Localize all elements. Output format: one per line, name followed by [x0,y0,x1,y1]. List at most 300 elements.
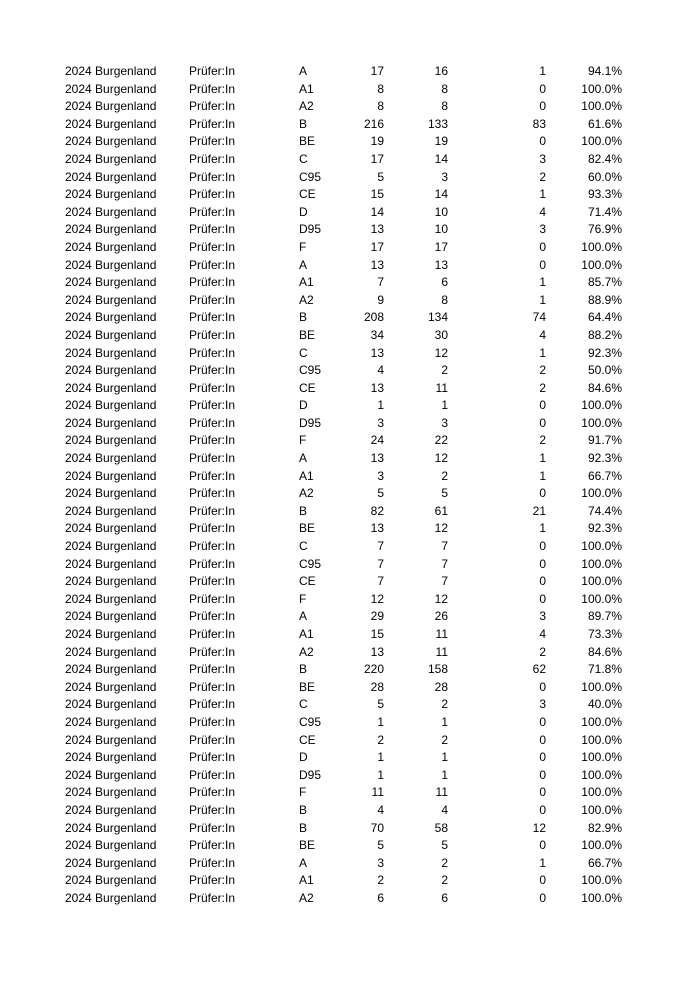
passed-count-cell: 2 [441,873,448,888]
total-count-cell: 13 [370,644,384,659]
table-row [0,292,700,310]
year-region-cell: 2024 Burgenland [65,468,157,483]
passed-count-cell: 3 [441,415,448,430]
license-class-cell: C [299,697,308,712]
passed-count-cell: 19 [434,134,448,149]
failed-count-cell: 0 [539,873,546,888]
year-region-cell: 2024 Burgenland [65,134,157,149]
failed-count-cell: 1 [539,468,546,483]
passed-count-cell: 58 [434,820,448,835]
year-region-cell: 2024 Burgenland [65,292,157,307]
role-cell: Prüfer:In [189,785,236,800]
year-region-cell: 2024 Burgenland [65,398,157,413]
total-count-cell: 4 [377,363,384,378]
pass-rate-cell: 74.4% [587,503,622,518]
pass-rate-cell: 84.6% [587,380,622,395]
pass-rate-cell: 100.0% [581,890,622,905]
passed-count-cell: 11 [435,627,448,641]
table-row [0,837,700,855]
role-cell: Prüfer:In [189,539,236,554]
year-region-cell: 2024 Burgenland [65,521,157,536]
license-class-cell: A1 [299,81,314,96]
license-class-cell: A [299,257,308,272]
pass-rate-cell: 82.9% [587,820,622,835]
passed-count-cell: 10 [434,222,448,237]
table-row [0,133,700,151]
failed-count-cell: 0 [539,239,546,254]
year-region-cell: 2024 Burgenland [65,873,157,888]
pass-rate-cell: 100.0% [581,134,622,149]
passed-count-cell: 7 [441,556,448,571]
pass-rate-cell: 40.0% [587,697,622,712]
year-region-cell: 2024 Burgenland [65,556,157,571]
role-cell: Prüfer:In [189,855,236,870]
passed-count-cell: 12 [434,591,448,606]
pass-rate-cell: 100.0% [581,750,622,765]
failed-count-cell: 0 [539,486,546,501]
total-count-cell: 15 [370,627,384,641]
license-class-cell: F [299,239,307,254]
table-row [0,802,700,820]
total-count-cell: 17 [370,151,384,166]
role-cell: Prüfer:In [189,292,236,307]
failed-count-cell: 3 [539,697,546,712]
pass-rate-cell: 64.4% [587,310,622,325]
role-cell: Prüfer:In [189,134,236,149]
role-cell: Prüfer:In [189,556,236,571]
table-row [0,345,700,363]
year-region-cell: 2024 Burgenland [65,222,157,237]
year-region-cell: 2024 Burgenland [65,257,157,272]
role-cell: Prüfer:In [189,591,236,606]
failed-count-cell: 4 [539,327,546,342]
failed-count-cell: 21 [532,503,546,518]
year-region-cell: 2024 Burgenland [65,644,157,659]
year-region-cell: 2024 Burgenland [65,591,157,606]
role-cell: Prüfer:In [189,415,236,430]
year-region-cell: 2024 Burgenland [65,327,157,342]
pass-rate-cell: 92.3% [587,345,622,360]
pass-rate-cell: 100.0% [581,785,622,800]
pass-rate-cell: 60.0% [587,169,622,184]
license-class-cell: C95 [299,556,322,571]
license-class-cell: C [299,345,308,360]
license-class-cell: A [299,451,308,466]
passed-count-cell: 6 [441,890,448,905]
table-row [0,468,700,486]
year-region-cell: 2024 Burgenland [65,855,157,870]
total-count-cell: 13 [370,380,384,395]
passed-count-cell: 13 [434,257,448,272]
total-count-cell: 13 [370,345,384,360]
role-cell: Prüfer:In [189,380,236,395]
pass-rate-cell: 100.0% [581,539,622,554]
role-cell: Prüfer:In [189,820,236,835]
role-cell: Prüfer:In [189,363,236,378]
pass-rate-cell: 84.6% [587,644,622,659]
failed-count-cell: 3 [539,222,546,237]
pass-rate-cell: 100.0% [581,99,622,114]
passed-count-cell: 12 [434,345,448,360]
total-count-cell: 13 [370,451,384,466]
license-class-cell: B [299,503,308,518]
role-cell: Prüfer:In [189,873,236,888]
pass-rate-cell: 50.0% [587,363,622,378]
year-region-cell: 2024 Burgenland [65,627,157,641]
pass-rate-cell: 100.0% [581,81,622,96]
year-region-cell: 2024 Burgenland [65,204,157,219]
pass-rate-cell: 100.0% [581,415,622,430]
pass-rate-cell: 100.0% [581,802,622,817]
pass-rate-cell: 100.0% [581,838,622,853]
passed-count-cell: 7 [441,574,448,589]
role-cell: Prüfer:In [189,81,236,96]
license-class-cell: A [299,64,308,78]
total-count-cell: 9 [377,292,384,307]
passed-count-cell: 5 [441,838,448,853]
total-count-cell: 13 [370,521,384,536]
role-cell: Prüfer:In [189,433,236,448]
failed-count-cell: 62 [532,662,546,677]
passed-count-cell: 133 [427,116,448,131]
passed-count-cell: 7 [441,539,448,554]
year-region-cell: 2024 Burgenland [65,732,157,747]
role-cell: Prüfer:In [189,644,236,659]
table-row [0,820,700,838]
total-count-cell: 1 [377,398,384,413]
table-row [0,151,700,169]
total-count-cell: 13 [370,222,384,237]
pass-rate-cell: 100.0% [581,591,622,606]
year-region-cell: 2024 Burgenland [65,81,157,96]
table-row [0,116,700,134]
table-row [0,855,700,873]
license-class-cell: F [299,785,307,800]
license-class-cell: A2 [299,644,314,659]
license-class-cell: B [299,820,308,835]
total-count-cell: 17 [370,64,384,78]
table-row [0,626,700,644]
license-class-cell: A1 [299,627,314,641]
year-region-cell: 2024 Burgenland [65,99,157,114]
total-count-cell: 7 [377,574,384,589]
license-class-cell: BE [299,838,316,853]
pass-rate-cell: 66.7% [587,855,622,870]
passed-count-cell: 12 [434,451,448,466]
role-cell: Prüfer:In [189,767,236,782]
failed-count-cell: 0 [539,574,546,589]
table-row [0,608,700,626]
failed-count-cell: 0 [539,415,546,430]
total-count-cell: 15 [370,187,384,202]
role-cell: Prüfer:In [189,169,236,184]
role-cell: Prüfer:In [189,116,236,131]
failed-count-cell: 0 [539,591,546,606]
failed-count-cell: 4 [539,627,546,641]
year-region-cell: 2024 Burgenland [65,574,157,589]
license-class-cell: D95 [299,222,322,237]
license-class-cell: D [299,204,308,219]
license-class-cell: CE [299,732,316,747]
failed-count-cell: 0 [539,838,546,853]
total-count-cell: 3 [377,855,384,870]
license-class-cell: CE [299,380,316,395]
role-cell: Prüfer:In [189,574,236,589]
failed-count-cell: 0 [539,750,546,765]
passed-count-cell: 22 [434,433,448,448]
failed-count-cell: 4 [539,204,546,219]
license-class-cell: CE [299,187,316,202]
license-class-cell: A [299,609,308,624]
role-cell: Prüfer:In [189,345,236,360]
year-region-cell: 2024 Burgenland [65,503,157,518]
year-region-cell: 2024 Burgenland [65,750,157,765]
passed-count-cell: 61 [434,503,448,518]
total-count-cell: 3 [377,415,384,430]
table-row [0,204,700,222]
data-table [0,63,700,908]
pass-rate-cell: 100.0% [581,398,622,413]
passed-count-cell: 2 [441,468,448,483]
role-cell: Prüfer:In [189,627,236,641]
year-region-cell: 2024 Burgenland [65,363,157,378]
table-row [0,415,700,433]
role-cell: Prüfer:In [189,732,236,747]
year-region-cell: 2024 Burgenland [65,380,157,395]
failed-count-cell: 1 [539,521,546,536]
year-region-cell: 2024 Burgenland [65,820,157,835]
license-class-cell: C95 [299,363,322,378]
pass-rate-cell: 100.0% [581,574,622,589]
license-class-cell: BE [299,521,316,536]
table-row [0,679,700,697]
year-region-cell: 2024 Burgenland [65,767,157,782]
year-region-cell: 2024 Burgenland [65,679,157,694]
failed-count-cell: 3 [539,609,546,624]
role-cell: Prüfer:In [189,222,236,237]
pass-rate-cell: 76.9% [587,222,622,237]
table-row [0,81,700,99]
total-count-cell: 216 [363,116,384,131]
failed-count-cell: 2 [539,363,546,378]
total-count-cell: 5 [377,486,384,501]
total-count-cell: 70 [370,820,384,835]
year-region-cell: 2024 Burgenland [65,838,157,853]
total-count-cell: 7 [377,275,384,290]
role-cell: Prüfer:In [189,838,236,853]
table-row [0,714,700,732]
table-row [0,397,700,415]
failed-count-cell: 1 [539,64,546,78]
failed-count-cell: 74 [532,310,546,325]
year-region-cell: 2024 Burgenland [65,275,157,290]
failed-count-cell: 0 [539,257,546,272]
pass-rate-cell: 100.0% [581,732,622,747]
pass-rate-cell: 92.3% [587,521,622,536]
passed-count-cell: 14 [434,187,448,202]
year-region-cell: 2024 Burgenland [65,345,157,360]
license-class-cell: C95 [299,714,322,729]
failed-count-cell: 2 [539,169,546,184]
role-cell: Prüfer:In [189,609,236,624]
total-count-cell: 1 [377,767,384,782]
year-region-cell: 2024 Burgenland [65,433,157,448]
role-cell: Prüfer:In [189,750,236,765]
passed-count-cell: 14 [434,151,448,166]
table-row [0,556,700,574]
license-class-cell: D95 [299,767,322,782]
total-count-cell: 28 [370,679,384,694]
year-region-cell: 2024 Burgenland [65,697,157,712]
license-class-cell: A2 [299,292,314,307]
license-class-cell: A2 [299,890,314,905]
failed-count-cell: 2 [539,433,546,448]
table-row [0,327,700,345]
license-class-cell: A1 [299,275,314,290]
passed-count-cell: 11 [435,644,448,659]
passed-count-cell: 26 [434,609,448,624]
license-class-cell: BE [299,679,316,694]
year-region-cell: 2024 Burgenland [65,714,157,729]
table-row [0,221,700,239]
passed-count-cell: 6 [441,275,448,290]
role-cell: Prüfer:In [189,679,236,694]
license-class-cell: BE [299,134,316,149]
pass-rate-cell: 100.0% [581,714,622,729]
passed-count-cell: 11 [435,785,448,800]
failed-count-cell: 0 [539,890,546,905]
total-count-cell: 13 [370,257,384,272]
pass-rate-cell: 61.6% [587,116,622,131]
license-class-cell: F [299,433,307,448]
license-class-cell: B [299,662,308,677]
passed-count-cell: 8 [441,292,448,307]
failed-count-cell: 0 [539,767,546,782]
pass-rate-cell: 88.2% [587,327,622,342]
table-row [0,767,700,785]
passed-count-cell: 1 [441,767,448,782]
total-count-cell: 8 [377,99,384,114]
pass-rate-cell: 88.9% [587,292,622,307]
license-class-cell: A2 [299,99,314,114]
failed-count-cell: 0 [539,732,546,747]
total-count-cell: 17 [370,239,384,254]
passed-count-cell: 16 [434,64,448,78]
table-row [0,239,700,257]
failed-count-cell: 83 [532,116,546,131]
year-region-cell: 2024 Burgenland [65,609,157,624]
total-count-cell: 220 [363,662,384,677]
total-count-cell: 11 [371,785,384,800]
failed-count-cell: 2 [539,644,546,659]
table-row [0,520,700,538]
failed-count-cell: 0 [539,679,546,694]
license-class-cell: B [299,116,308,131]
license-class-cell: A2 [299,486,314,501]
table-row [0,485,700,503]
failed-count-cell: 1 [539,275,546,290]
table-row [0,186,700,204]
year-region-cell: 2024 Burgenland [65,310,157,325]
total-count-cell: 3 [377,468,384,483]
passed-count-cell: 1 [441,750,448,765]
role-cell: Prüfer:In [189,187,236,202]
year-region-cell: 2024 Burgenland [65,785,157,800]
license-class-cell: C95 [299,169,322,184]
failed-count-cell: 0 [539,99,546,114]
year-region-cell: 2024 Burgenland [65,662,157,677]
passed-count-cell: 1 [441,714,448,729]
table-row [0,380,700,398]
pass-rate-cell: 100.0% [581,767,622,782]
passed-count-cell: 2 [441,732,448,747]
passed-count-cell: 8 [441,99,448,114]
license-class-cell: CE [299,574,316,589]
failed-count-cell: 1 [539,451,546,466]
table-row [0,573,700,591]
total-count-cell: 82 [370,503,384,518]
total-count-cell: 5 [377,169,384,184]
pass-rate-cell: 71.8% [587,662,622,677]
license-class-cell: C [299,539,308,554]
total-count-cell: 14 [370,204,384,219]
passed-count-cell: 28 [434,679,448,694]
failed-count-cell: 1 [539,345,546,360]
failed-count-cell: 0 [539,539,546,554]
year-region-cell: 2024 Burgenland [65,169,157,184]
pass-rate-cell: 100.0% [581,486,622,501]
role-cell: Prüfer:In [189,890,236,905]
passed-count-cell: 10 [434,204,448,219]
total-count-cell: 34 [370,327,384,342]
year-region-cell: 2024 Burgenland [65,890,157,905]
passed-count-cell: 17 [434,239,448,254]
role-cell: Prüfer:In [189,151,236,166]
passed-count-cell: 134 [427,310,448,325]
role-cell: Prüfer:In [189,275,236,290]
total-count-cell: 2 [377,732,384,747]
role-cell: Prüfer:In [189,802,236,817]
table-row [0,450,700,468]
pass-rate-cell: 66.7% [587,468,622,483]
year-region-cell: 2024 Burgenland [65,151,157,166]
license-class-cell: D95 [299,415,322,430]
pass-rate-cell: 82.4% [587,151,622,166]
license-class-cell: B [299,802,308,817]
pass-rate-cell: 100.0% [581,556,622,571]
passed-count-cell: 11 [435,380,448,395]
total-count-cell: 7 [377,556,384,571]
total-count-cell: 7 [377,539,384,554]
year-region-cell: 2024 Burgenland [65,539,157,554]
total-count-cell: 6 [377,890,384,905]
table-row [0,591,700,609]
table-row [0,784,700,802]
year-region-cell: 2024 Burgenland [65,64,157,78]
year-region-cell: 2024 Burgenland [65,415,157,430]
total-count-cell: 12 [370,591,384,606]
pass-rate-cell: 100.0% [581,239,622,254]
failed-count-cell: 1 [539,187,546,202]
pass-rate-cell: 94.1% [587,64,622,78]
role-cell: Prüfer:In [189,521,236,536]
failed-count-cell: 3 [539,151,546,166]
pass-rate-cell: 100.0% [581,679,622,694]
total-count-cell: 8 [377,81,384,96]
total-count-cell: 24 [370,433,384,448]
failed-count-cell: 12 [532,820,546,835]
failed-count-cell: 0 [539,398,546,413]
